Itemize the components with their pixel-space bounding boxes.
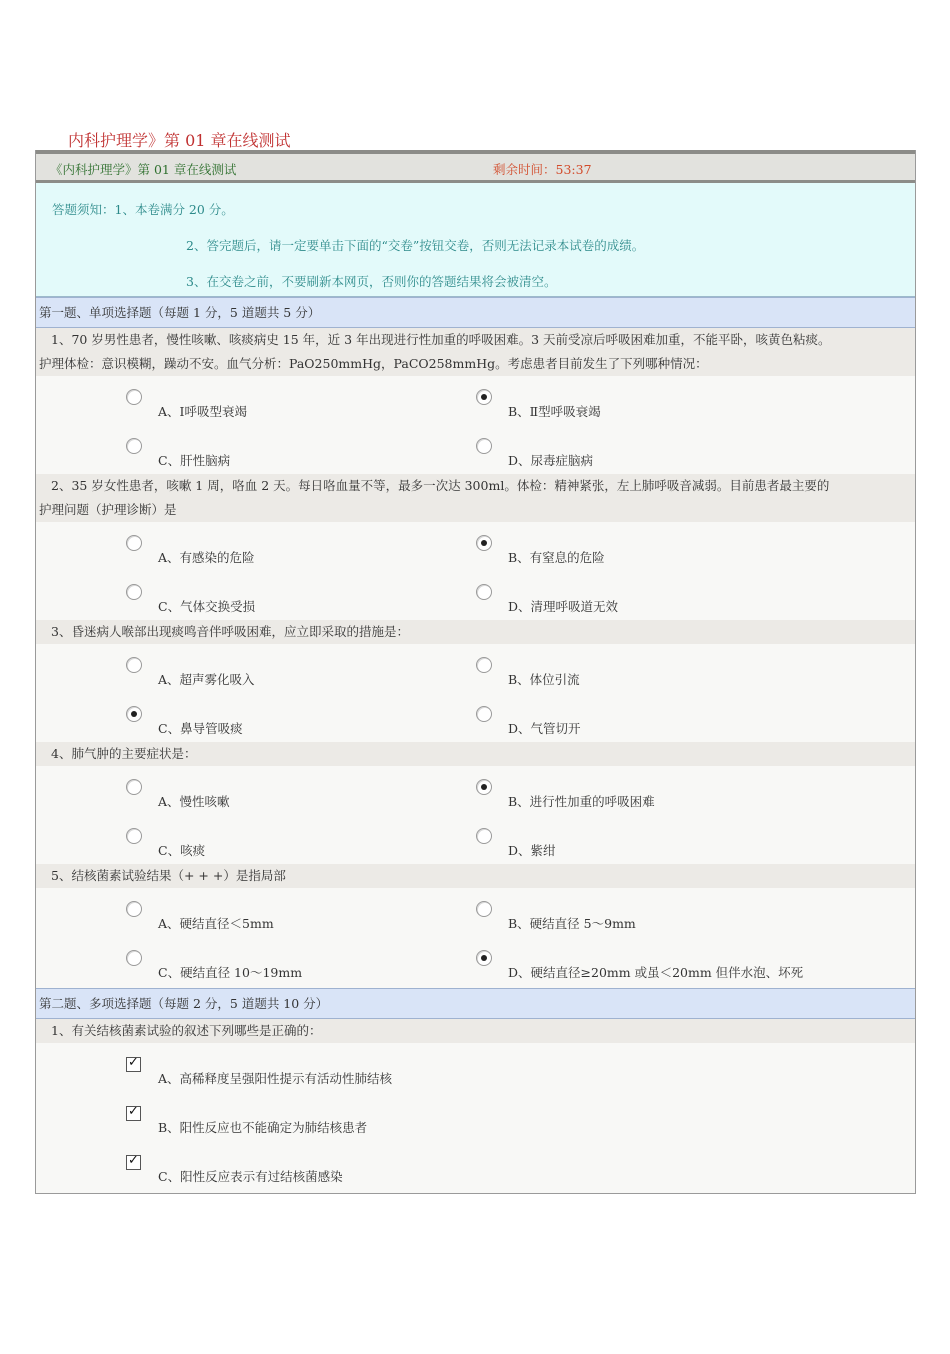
- option-d[interactable]: [386, 571, 886, 620]
- option-label: B、Ⅱ型呼吸衰竭: [508, 404, 601, 419]
- exam-title: 《内科护理学》第 01 章在线测试: [50, 162, 237, 177]
- option-label: B、体位引流: [508, 672, 580, 687]
- multi-question-1-options: [36, 1043, 915, 1193]
- radio-button[interactable]: [126, 584, 142, 600]
- option-b[interactable]: [386, 766, 886, 815]
- option-a[interactable]: [36, 376, 386, 425]
- radio-button[interactable]: [126, 779, 142, 795]
- option-d[interactable]: [386, 693, 886, 742]
- checkbox-checked[interactable]: [126, 1057, 141, 1072]
- option-label: B、有窒息的危险: [508, 550, 605, 565]
- question-5-options: [36, 888, 915, 988]
- option-a[interactable]: [36, 766, 386, 815]
- option-label: C、气体交换受损: [158, 599, 256, 614]
- radio-button[interactable]: [476, 706, 492, 722]
- option-c[interactable]: [36, 937, 386, 986]
- option-a[interactable]: [36, 888, 386, 937]
- exam-header: [36, 150, 915, 183]
- option-a[interactable]: [36, 644, 386, 693]
- section-multiple-choice-header: 第二题、多项选择题（每题 2 分，5 道题共 10 分）: [36, 988, 915, 1019]
- radio-button[interactable]: [126, 389, 142, 405]
- question-1-options: [36, 376, 915, 474]
- option-label: B、硬结直径 5～9mm: [508, 916, 636, 931]
- option-c[interactable]: [36, 571, 386, 620]
- option-b[interactable]: [386, 522, 886, 571]
- option-label: C、鼻导管吸痰: [158, 721, 243, 736]
- option-label: D、清理呼吸道无效: [508, 599, 619, 614]
- section-single-choice-header: 第一题、单项选择题（每题 1 分，5 道题共 5 分）: [36, 297, 915, 328]
- exam-container: [35, 150, 916, 1194]
- radio-button[interactable]: [476, 438, 492, 454]
- option-label: A、有感染的危险: [158, 550, 255, 565]
- option-label: A、超声雾化吸入: [158, 672, 255, 687]
- option-c[interactable]: [36, 693, 386, 742]
- multi-question-1: 1、有关结核菌素试验的叙述下列哪些是正确的：: [36, 1019, 915, 1043]
- radio-button-selected[interactable]: [126, 706, 142, 722]
- option-b[interactable]: [386, 644, 886, 693]
- question-1-text-line-1: 1、70 岁男性患者，慢性咳嗽、咳痰病史 15 年，近 3 年出现进行性加重的呼吸困难。3 天前受凉后呼吸困难加重，不能平卧，咳黄色粘痰。: [51, 332, 831, 347]
- option-label: A、硬结直径＜5mm: [158, 916, 274, 931]
- question-5: 5、结核菌素试验结果（+ + +）是指局部: [36, 864, 915, 888]
- option-d[interactable]: [386, 937, 886, 986]
- remaining-time: 剩余时间：53:37: [493, 162, 592, 177]
- question-4-options: [36, 766, 915, 864]
- option-a[interactable]: [36, 1043, 886, 1092]
- radio-button[interactable]: [476, 657, 492, 673]
- option-label: B、进行性加重的呼吸困难: [508, 794, 655, 809]
- question-2-text-line-2: 护理问题（护理诊断）是: [39, 502, 177, 517]
- instructions-panel: [36, 183, 915, 297]
- radio-button[interactable]: [126, 657, 142, 673]
- option-b[interactable]: [386, 888, 886, 937]
- question-2-text-line-1: 2、35 岁女性患者，咳嗽 1 周，咯血 2 天。每日咯血量不等，最多一次达 300ml。体检：精神紧张，左上肺呼吸音减弱。目前患者最主要的: [51, 478, 830, 493]
- question-3-options: [36, 644, 915, 742]
- question-2-options: [36, 522, 915, 620]
- question-2: [36, 474, 915, 522]
- instruction-line-3: 3、在交卷之前，不要刷新本网页，否则你的答题结果将会被清空。: [186, 274, 557, 289]
- option-label: C、咳痰: [158, 843, 206, 858]
- option-d[interactable]: [386, 815, 886, 864]
- option-label: D、尿毒症脑病: [508, 453, 594, 468]
- option-label: C、肝性脑病: [158, 453, 231, 468]
- instruction-line-1: 答题须知：1、本卷满分 20 分。: [52, 202, 234, 217]
- radio-button-selected[interactable]: [476, 389, 492, 405]
- radio-button[interactable]: [126, 950, 142, 966]
- option-label: D、硬结直径≥20mm 或虽＜20mm 但伴水泡、坏死: [508, 965, 804, 980]
- radio-button[interactable]: [476, 828, 492, 844]
- option-label: C、硬结直径 10～19mm: [158, 965, 303, 980]
- option-c[interactable]: [36, 1141, 886, 1190]
- option-label: A、高稀释度呈强阳性提示有活动性肺结核: [158, 1071, 393, 1086]
- option-d[interactable]: [386, 425, 886, 474]
- option-label: A、慢性咳嗽: [158, 794, 230, 809]
- option-a[interactable]: [36, 522, 386, 571]
- radio-button[interactable]: [126, 535, 142, 551]
- option-label: D、紫绀: [508, 843, 556, 858]
- option-b[interactable]: [36, 1092, 886, 1141]
- question-3: 3、昏迷病人喉部出现痰鸣音伴呼吸困难，应立即采取的措施是：: [36, 620, 915, 644]
- checkbox-checked[interactable]: [126, 1106, 141, 1121]
- option-label: C、阳性反应表示有过结核菌感染: [158, 1169, 343, 1184]
- radio-button-selected[interactable]: [476, 779, 492, 795]
- radio-button[interactable]: [476, 901, 492, 917]
- checkbox-checked[interactable]: [126, 1155, 141, 1170]
- radio-button[interactable]: [476, 584, 492, 600]
- option-b[interactable]: [386, 376, 886, 425]
- radio-button[interactable]: [126, 438, 142, 454]
- question-1-text-line-2: 护理体检：意识模糊，躁动不安。血气分析：PaO250mmHg，PaCO258mmHg。考虑患者目前发生了下列哪种情况：: [39, 356, 708, 371]
- question-4: 4、肺气肿的主要症状是：: [36, 742, 915, 766]
- option-c[interactable]: [36, 425, 386, 474]
- question-1: [36, 328, 915, 376]
- radio-button-selected[interactable]: [476, 535, 492, 551]
- radio-button[interactable]: [126, 828, 142, 844]
- option-c[interactable]: [36, 815, 386, 864]
- option-label: D、气管切开: [508, 721, 581, 736]
- page-title: 内科护理学》第 01 章在线测试: [68, 131, 291, 150]
- radio-button-selected[interactable]: [476, 950, 492, 966]
- option-label: A、Ⅰ呼吸型衰竭: [158, 404, 247, 419]
- option-label: B、阳性反应也不能确定为肺结核患者: [158, 1120, 368, 1135]
- instruction-line-2: 2、答完题后，请一定要单击下面的“交卷”按钮交卷，否则无法记录本试卷的成绩。: [186, 238, 645, 253]
- radio-button[interactable]: [126, 901, 142, 917]
